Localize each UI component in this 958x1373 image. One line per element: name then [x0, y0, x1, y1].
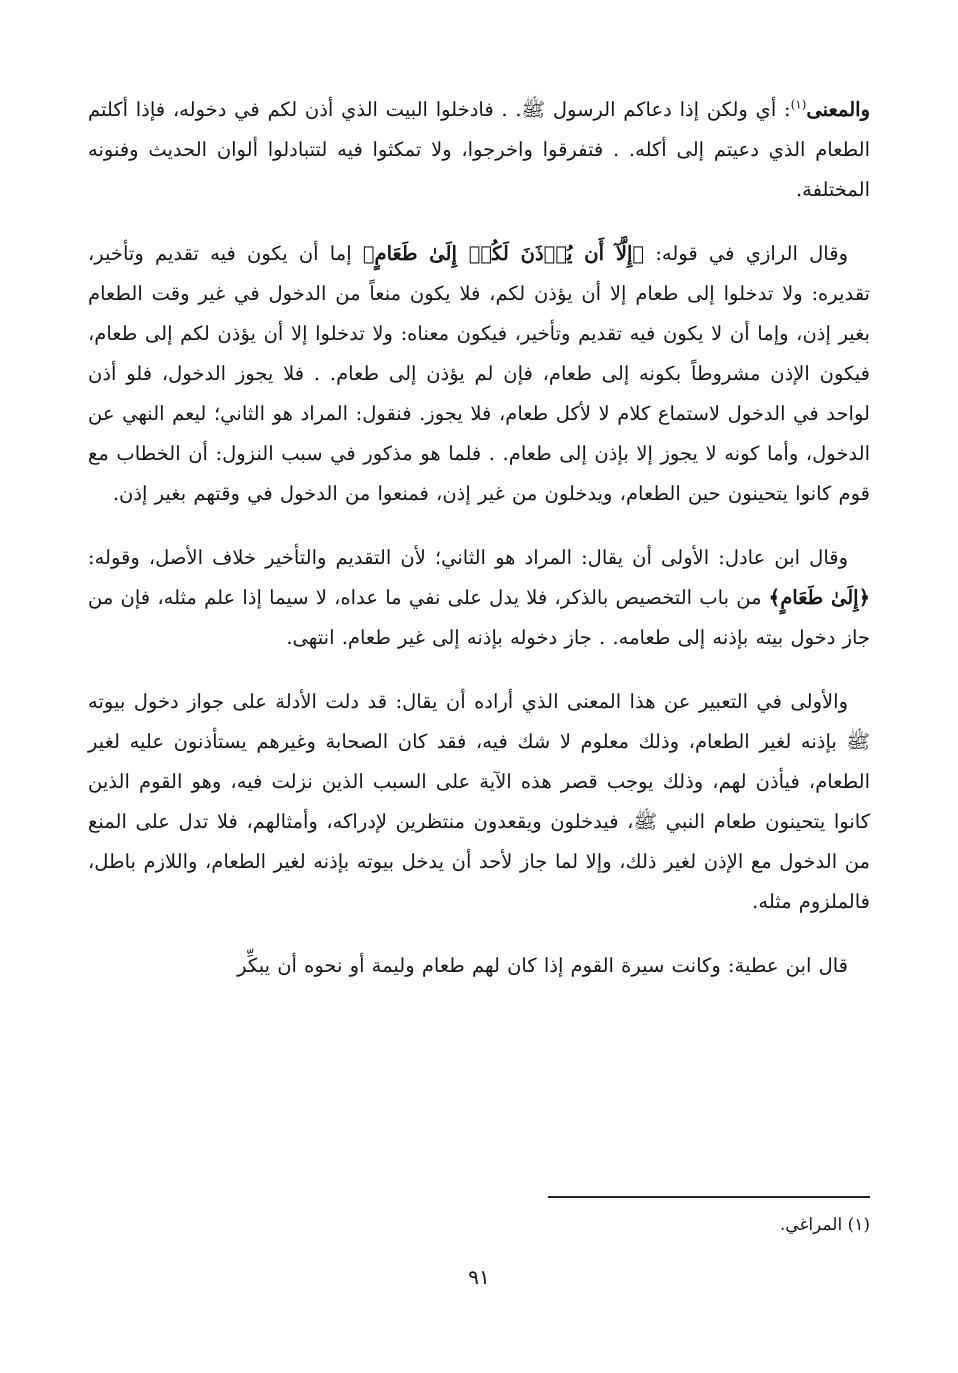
paragraph-lead-word: والمعنى — [806, 98, 870, 121]
page-number: ٩١ — [468, 1265, 490, 1289]
quran-quote: ﴿إِلَىٰ طَعَامٍ﴾ — [768, 586, 870, 609]
paragraph-text-before: وقال ابن عادل: الأولى أن يقال: المراد هو الثاني؛ لأن التقديم والتأخير خلاف الأصل، وقوله: — [88, 546, 848, 569]
paragraph-text-after: إما أن يكون فيه تقديم وتأخير، تقديره: ولا تدخلوا إلى طعام إلا أن يؤذن لكم، فلا يكون منعاً من الدخول في غير وقت الطعام بغير إذن، وإما أن لا يكون فيه تقديم وتأخير، فيكون معناه: ولا تدخلوا إلا أن يؤذن لكم إلى طعام، فيكون الإذن مشروطاً بكونه إلى طعام، فإن لم يؤذن إلى طعام. . فلا يجوز الدخول، فلو أذن لواحد في الدخول لاستماع كلام لا لأكل طعام، فلا يجوز. فنقول: المراد هو الثاني؛ ليعم النهي عن الدخول، وأما كونه لا يجوز إلا بإذن إلى طعام. . فلما هو مذكور في سبب النزول: أن الخطاب مع قوم كانوا يتحينون حين الطعام، ويدخلون من غير إذن، فمنعوا من الدخول في وقتهم بغير إذن. — [88, 242, 870, 505]
paragraph-5 — [88, 946, 870, 986]
paragraph-3 — [88, 538, 870, 658]
paragraph-text: : أي ولكن إذا دعاكم الرسول ﷺ. . فادخلوا البيت الذي أذن لكم في دخوله، فإذا أكلتم الطعام الذي دعيتم إلى أكله. . فتفرقوا واخرجوا، ولا تمكثوا فيه لتتبادلوا ألوان الحديث وفنونه المختلفة. — [88, 98, 870, 201]
quran-quote: ﴿إِلَّآ أَن يُؤۡذَنَ لَكُمۡ إِلَىٰ طَعَامٍ﴾ — [362, 242, 645, 265]
paragraph-text: قال ابن عطية: وكانت سيرة القوم إذا كان لهم طعام وليمة أو نحوه أن يبكِّر — [237, 954, 848, 977]
paragraph-2 — [88, 234, 870, 514]
paragraph-1 — [88, 90, 870, 210]
page-body — [88, 90, 870, 1010]
footnote: (١) المراغي. — [779, 1215, 870, 1235]
footnote-marker: (١) — [790, 97, 807, 112]
paragraph-4 — [88, 682, 870, 922]
paragraph-text-before: وقال الرازي في قوله: — [644, 242, 848, 265]
paragraph-text-after: من باب التخصيص بالذكر، فلا يدل على نفي ما عداه، لا سيما إذا علم مثله، فإن من جاز دخول بيته بإذنه إلى طعامه. . جاز دخوله بإذنه إلى غير طعام. انتهى. — [88, 586, 870, 649]
paragraph-text: والأولى في التعبير عن هذا المعنى الذي أراده أن يقال: قد دلت الأدلة على جواز دخول بيوته ﷺ بإذنه لغير الطعام، وذلك معلوم لا شك فيه، فقد كان الصحابة وغيرهم يستأذنون عليه لغير الطعام، فيأذن لهم، وذلك يوجب قصر هذه الآية على السبب الذين نزلت فيه، وهو القوم الذين كانوا يتحينون طعام النبي ﷺ، فيدخلون ويقعدون منتظرين لإدراكه، وأمثالهم، فلا تدل على المنع من الدخول مع الإذن لغير ذلك، وإلا لما جاز لأحد أن يدخل بيوته بإذنه لغير الطعام، واللازم باطل، فالملزوم مثله. — [88, 690, 870, 913]
footnote-divider — [548, 1196, 870, 1198]
